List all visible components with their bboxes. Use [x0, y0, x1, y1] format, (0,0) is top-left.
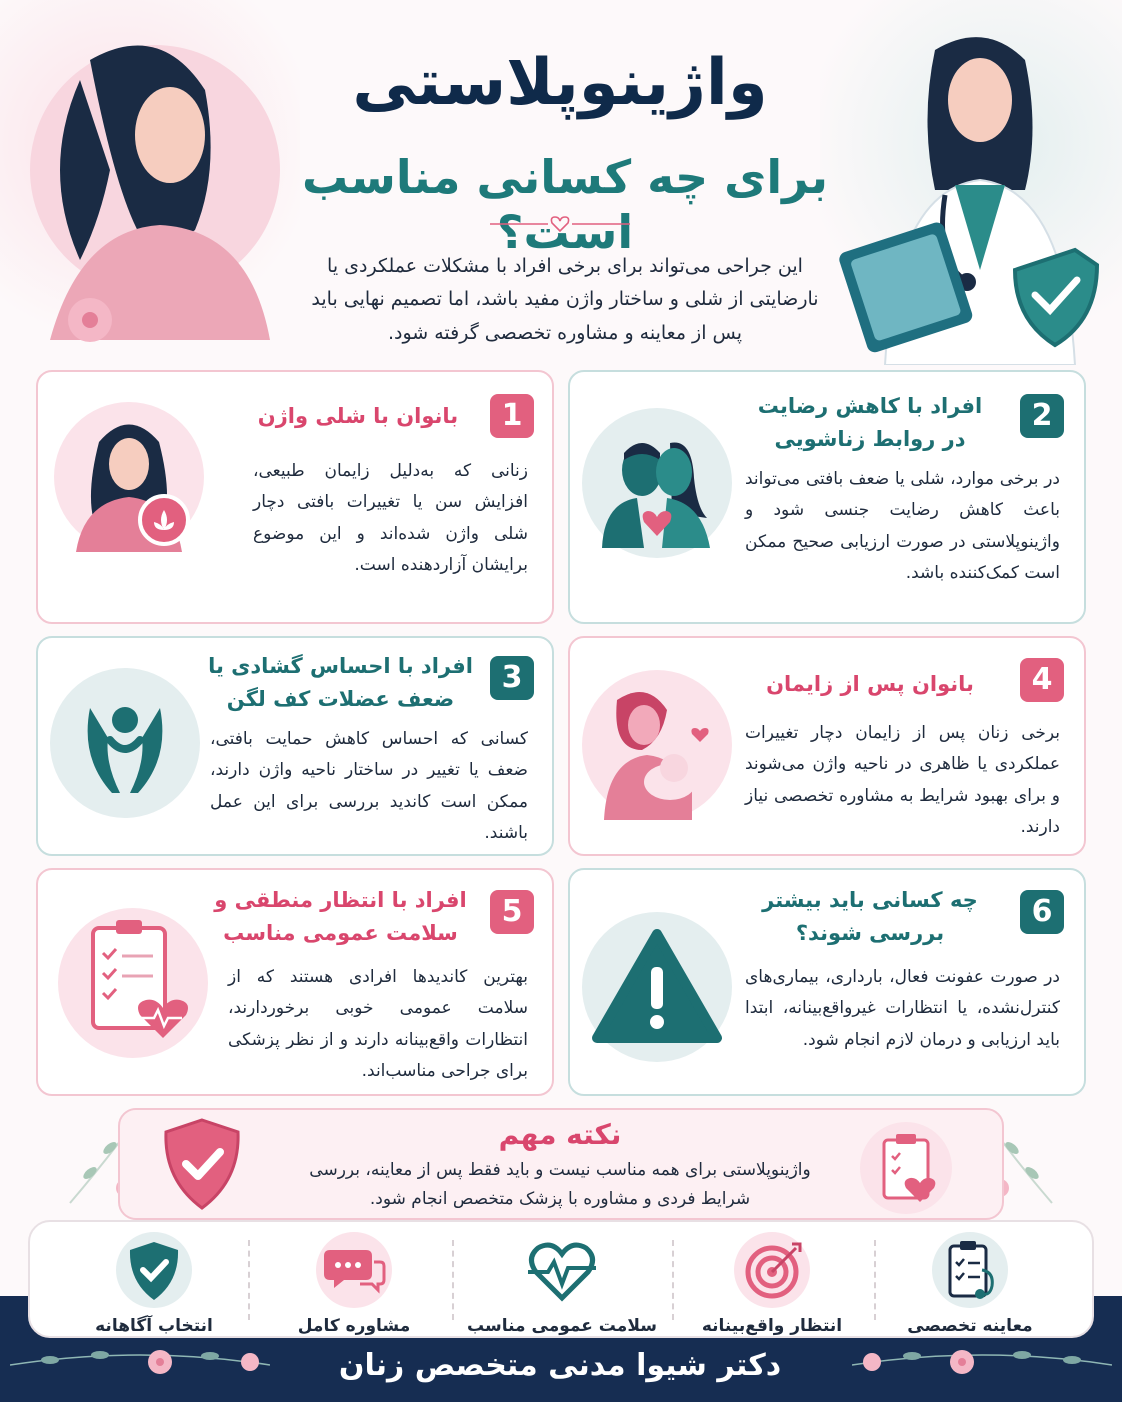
couple-heart-icon	[582, 408, 732, 558]
card-title: چه کسانی باید بیشتر بررسی شوند؟	[762, 888, 978, 945]
card-6	[568, 868, 1086, 1096]
feature-label: انتخاب آگاهانه	[95, 1316, 213, 1336]
clipboard-heart-icon	[58, 908, 208, 1058]
card-body: کسانی که احساس کاهش حمایت بافتی، ضعف یا تغییر در ساختار ناحیه واژن دارند، ممکن است کاندید بررسی برای این عمل باشند.	[210, 729, 528, 844]
intro-text: این جراحی می‌تواند برای برخی افراد با مشکلات عملکردی یا نارضایتی از شلی و ساختار واژن مفید باشد، اما تصمیم نهایی باید پس از معاینه و مشاوره تخصصی گرفته شود.	[311, 255, 819, 344]
card-number: 1	[490, 394, 534, 438]
heart-pulse-icon	[524, 1232, 600, 1308]
floral-footer-left-icon	[10, 1340, 270, 1390]
card-title: بانوان پس از زایمان	[766, 672, 974, 696]
page-subtitle: برای چه کسانی مناسب است؟	[301, 150, 828, 260]
page-title: واژینوپلاستی	[352, 46, 768, 120]
card-5	[36, 868, 554, 1096]
card-number: 6	[1020, 890, 1064, 934]
clipboard-stethoscope-icon	[932, 1232, 1008, 1308]
card-body: در برخی موارد، شلی یا ضعف بافتی می‌تواند باعث کاهش رضایت جنسی شود و واژینوپلاستی در صورت ارزیابی صحیح ممکن است کمک‌کننده باشد.	[745, 469, 1060, 584]
card-title: بانوان با شلی واژن	[257, 404, 459, 428]
feature-realistic-expectation	[672, 1232, 872, 1336]
card-body: برخی زنان پس از زایمان دچار تغییرات عملکردی یا ظاهری در ناحیه واژن می‌شوند و برای بهبود شرایط به مشاوره تخصصی نیاز دارند.	[745, 723, 1060, 838]
feature-label: مشاوره کامل	[297, 1316, 411, 1336]
card-title: افراد با احساس گشادی یا ضعف عضلات کف لگن	[208, 654, 473, 711]
warning-icon	[582, 912, 732, 1062]
feature-label: معاینه تخصصی	[907, 1316, 1033, 1336]
card-number: 4	[1020, 658, 1064, 702]
card-3	[36, 636, 554, 856]
card-body: بهترین کاندیدها افرادی هستند که از سلامت عمومی خوبی برخوردارند، انتظارات واقع‌بینانه دارند و از نظر پزشکی برای جراحی مناسب‌اند.	[228, 967, 528, 1082]
feature-specialist-exam	[870, 1232, 1070, 1336]
card-body: زنانی که به‌دلیل زایمان طبیعی، افزایش سن یا تغییرات بافتی دچار شلی واژن شده‌اند و این موضوع برایشان آزاردهنده است.	[253, 461, 528, 576]
card-4	[568, 636, 1086, 856]
shield-check-icon	[160, 1116, 244, 1212]
card-2	[568, 370, 1086, 624]
feature-label: سلامت عمومی مناسب	[467, 1316, 657, 1336]
note-body: واژینوپلاستی برای همه مناسب نیست و باید فقط پس از معاینه، بررسی شرایط فردی و مشاوره با پزشک متخصص انجام شود.	[309, 1160, 811, 1209]
card-title: افراد با کاهش رضایت در روابط زناشویی	[757, 394, 983, 451]
feature-full-consultation	[254, 1232, 454, 1336]
woman-lotus-icon	[54, 402, 204, 552]
shield-check-icon	[116, 1232, 192, 1308]
card-number: 5	[490, 890, 534, 934]
card-1	[36, 370, 554, 624]
card-number: 2	[1020, 394, 1064, 438]
feature-informed-choice	[54, 1232, 254, 1336]
card-body: در صورت عفونت فعال، بارداری، بیماری‌های کنترل‌نشده، یا انتظارات غیرواقع‌بینانه، ابتدا باید ارزیابی و درمان لازم انجام شود.	[745, 967, 1060, 1050]
doctor-name: دکتر شیوا مدنی متخصص زنان	[338, 1348, 782, 1383]
pelvic-support-icon	[50, 668, 200, 818]
card-title: افراد با انتظار منطقی و سلامت عمومی مناسب	[214, 888, 467, 945]
heart-divider-icon	[490, 214, 630, 234]
mother-baby-icon	[582, 670, 732, 820]
clipboard-heart-small-icon	[858, 1120, 954, 1216]
chat-bubbles-icon	[316, 1232, 392, 1308]
feature-general-health	[462, 1232, 662, 1336]
feature-label: انتظار واقع‌بینانه	[701, 1316, 843, 1336]
card-number: 3	[490, 656, 534, 700]
target-icon	[734, 1232, 810, 1308]
floral-footer-right-icon	[852, 1340, 1112, 1390]
note-title: نکته مهم	[498, 1118, 622, 1151]
